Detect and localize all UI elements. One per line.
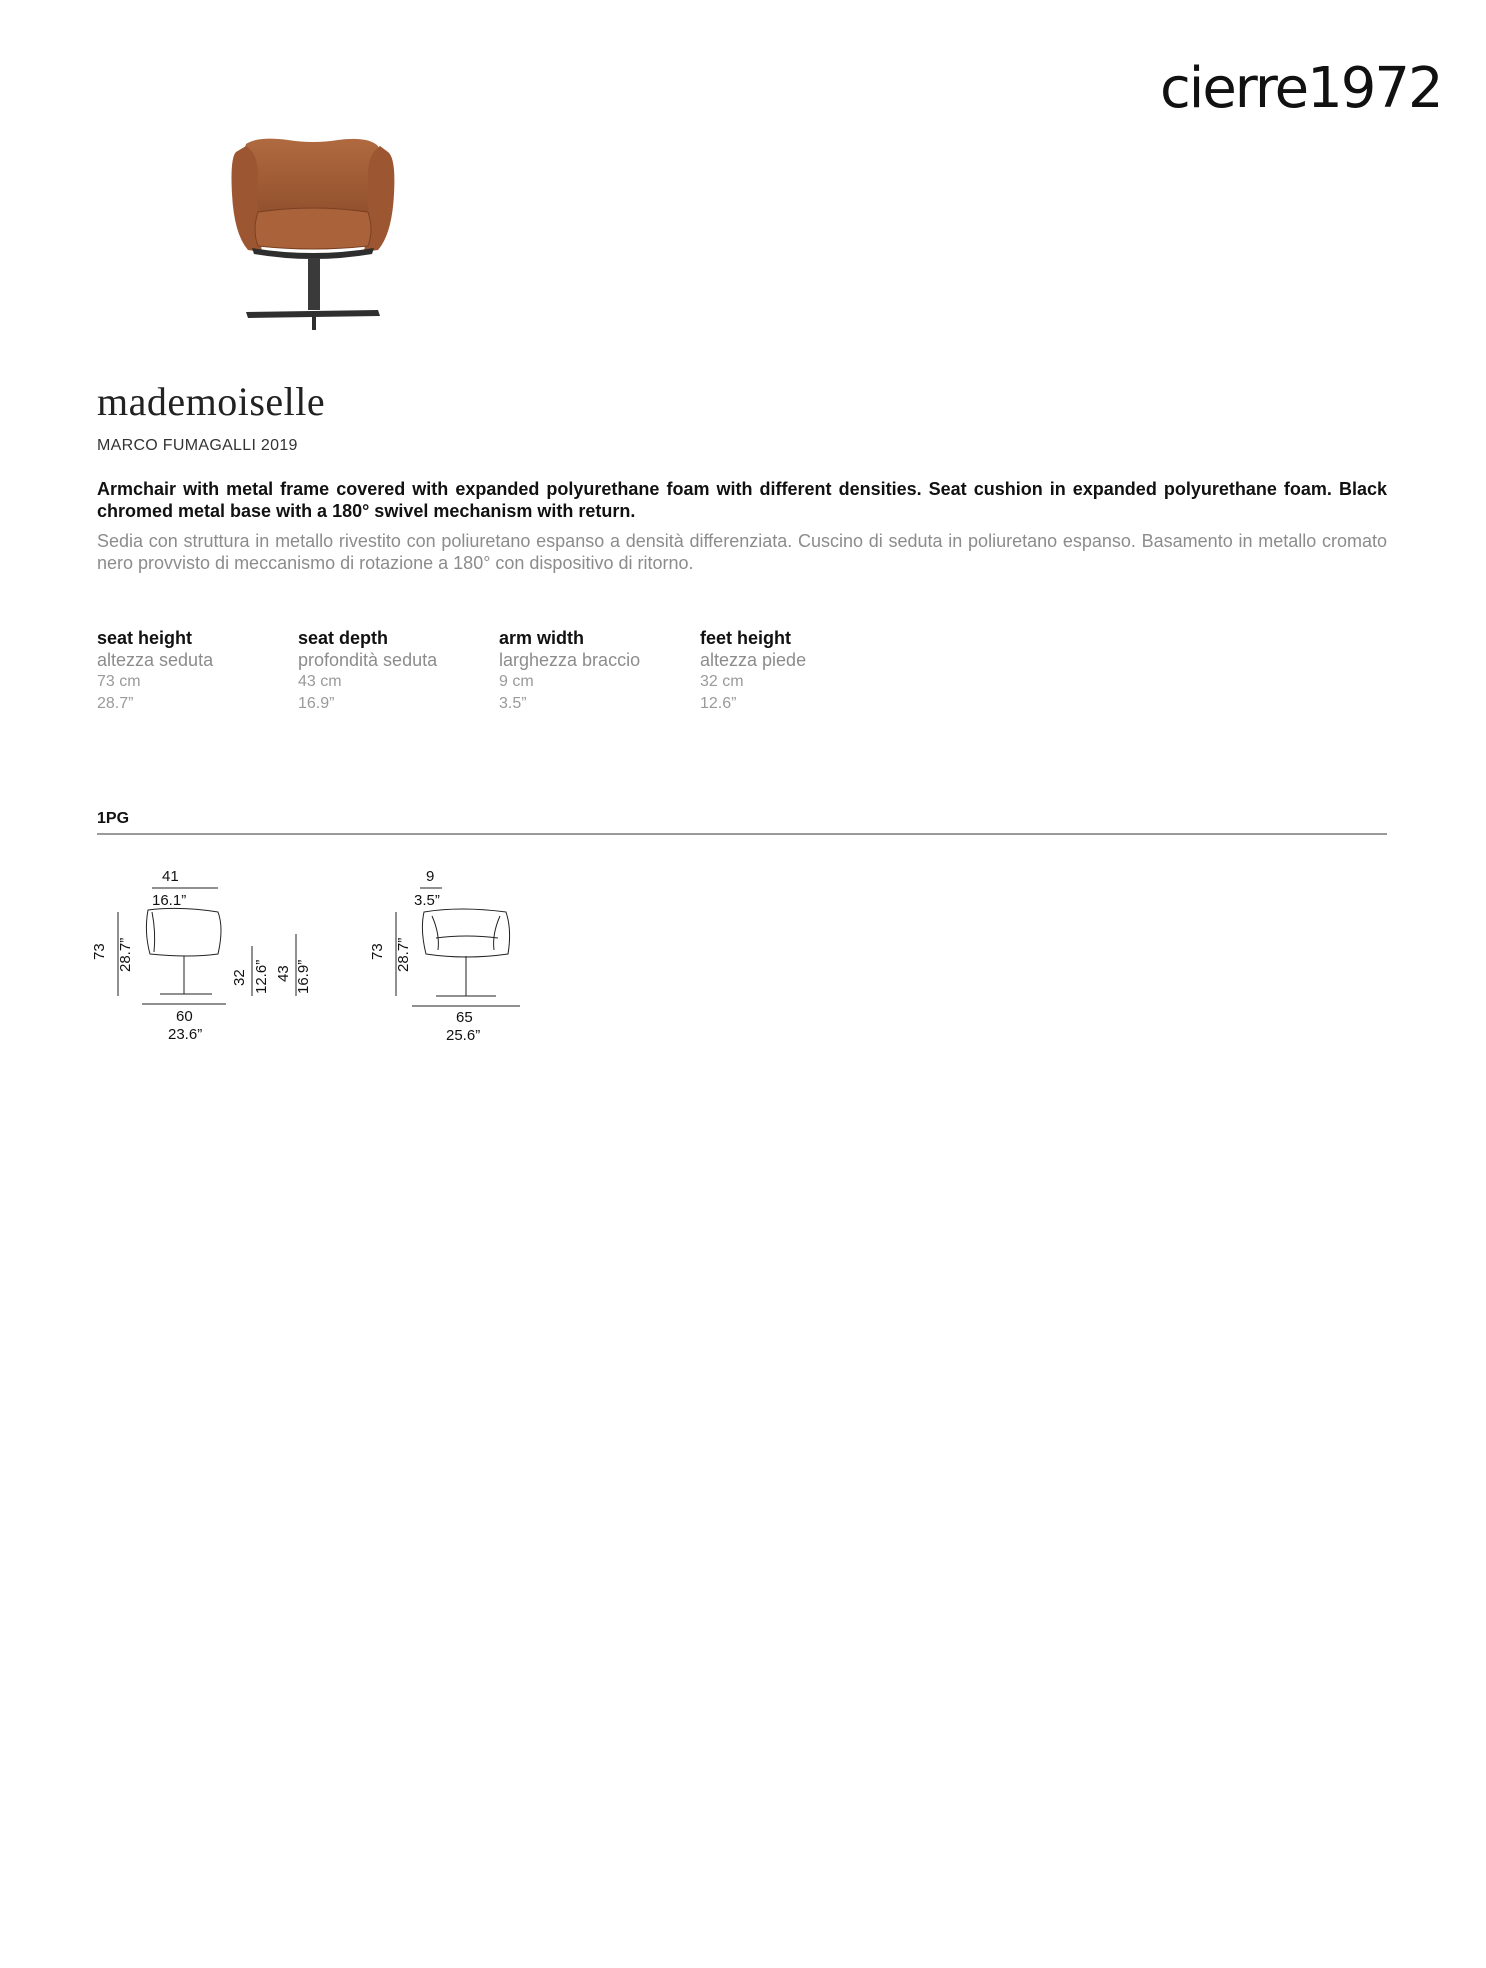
dim-feet-in: 12.6” [253,959,270,994]
dimension-drawing [90,858,530,1058]
model-code: 1PG [97,810,130,827]
spec-seat-height [97,627,297,715]
dim-front-height-cm: 73 [369,943,386,960]
spec-arm-width [499,627,699,715]
spec-label-en: arm width [499,628,585,648]
product-photo [228,134,398,336]
dim-height-in: 28.7” [117,937,134,972]
dim-seat-cm: 43 [275,965,292,982]
spec-label-it: altezza seduta [97,650,214,670]
spec-label-en: feet height [700,628,792,648]
dim-seat-in: 16.9” [295,959,312,994]
dim-top-cm: 41 [162,868,179,885]
dim-top-in: 16.1” [152,892,187,909]
dim-front-base-in: 25.6” [446,1027,481,1044]
description-english: Armchair with metal frame covered with expanded polyurethane foam with different densities. Seat cushion in expanded polyurethane foam. Black chromed metal base with a 180° swivel mechanism with return. [97,479,1387,521]
dim-arm-in: 3.5” [414,892,440,909]
front-view-outline [422,909,509,957]
side-view-outline [146,908,221,956]
dim-front-height-in: 28.7” [395,937,412,972]
spec-value-inch: 28.7” [97,695,134,712]
section-divider [97,833,1387,835]
spec-label-it: profondità seduta [298,650,438,670]
spec-value-inch: 12.6” [700,695,737,712]
dim-feet-cm: 32 [231,969,248,986]
dim-height-cm: 73 [91,943,108,960]
description-italian: Sedia con struttura in metallo rivestito con poliuretano espanso a densità differenziata. Cuscino di seduta in poliuretano espanso. Basamento in metallo cromato nero provvisto di meccanismo di rotazione a 180° con dispositivo di ritorno. [97,531,1387,573]
spec-label-en: seat height [97,628,193,648]
spec-label-en: seat depth [298,628,389,648]
dim-base-in: 23.6” [168,1026,203,1043]
designer-credit: MARCO FUMAGALLI 2019 [97,437,298,454]
spec-feet-height [700,627,900,715]
armchair-illustration [228,134,398,336]
spec-value-cm: 32 cm [700,673,744,690]
spec-value-cm: 73 cm [97,673,141,690]
spec-seat-depth [298,627,498,715]
dim-base-cm: 60 [176,1008,193,1025]
spec-value-inch: 16.9” [298,695,335,712]
spec-label-it: larghezza braccio [499,650,641,670]
spec-value-inch: 3.5” [499,695,527,712]
brand-logo: cierre1972 [1160,56,1442,121]
product-title: mademoiselle [97,379,326,424]
dim-front-base-cm: 65 [456,1009,473,1026]
dim-arm-cm: 9 [426,868,435,885]
spec-value-cm: 43 cm [298,673,342,690]
technical-drawings [90,858,530,1058]
spec-value-cm: 9 cm [499,673,534,690]
spec-label-it: altezza piede [700,650,807,670]
